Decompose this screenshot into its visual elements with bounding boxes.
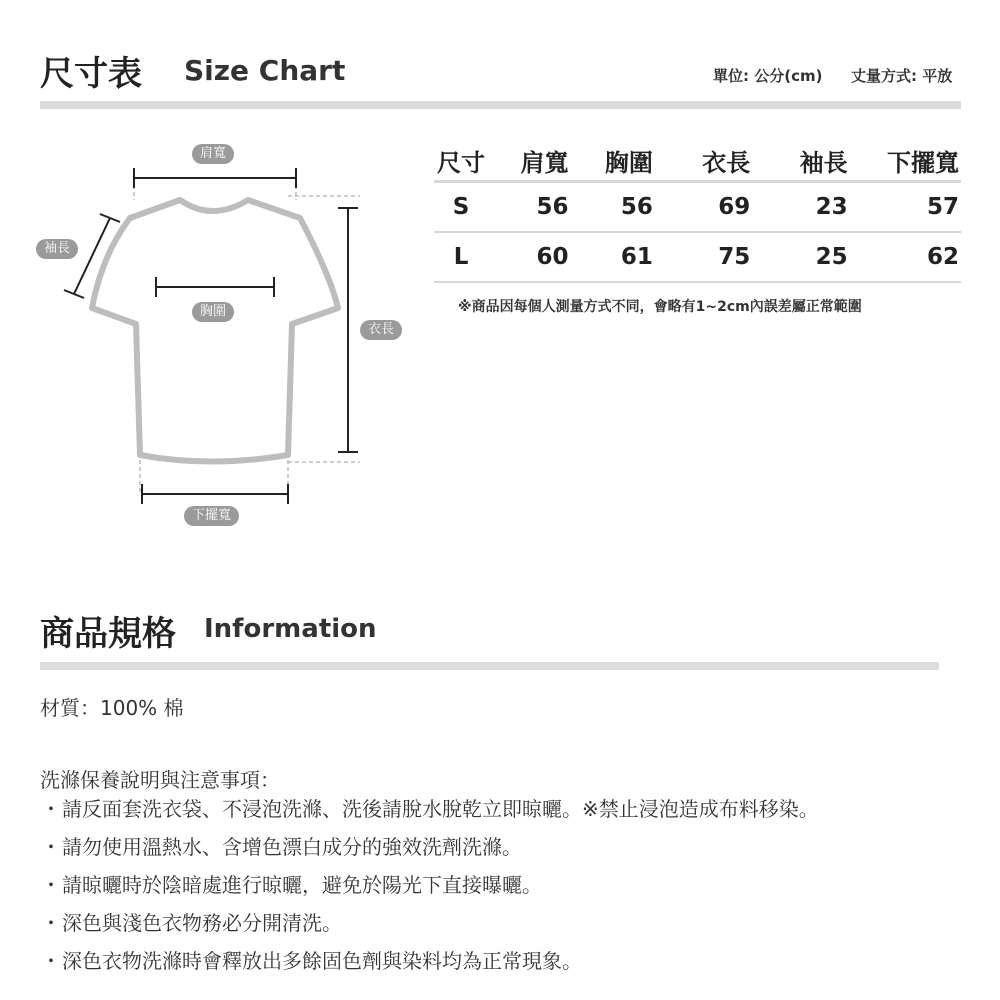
measurement-note: ※商品因每個人測量方式不同，會略有1~2cm內誤差屬正常範圍 <box>458 299 862 315</box>
size-table-header: 胸圍 <box>604 148 653 177</box>
size-cell: 69 <box>718 194 751 220</box>
size-table-header: 肩寬 <box>520 148 569 177</box>
tshirt-outline <box>30 130 430 550</box>
bullet: ・ <box>41 949 61 973</box>
care-list-item <box>40 904 970 942</box>
size-table-row <box>434 232 961 282</box>
size-cell: 62 <box>926 244 959 270</box>
care-item-text: 請反面套洗衣袋、不浸泡洗滌、洗後請脫水脫乾立即晾曬。※禁止浸泡造成布料移染。 <box>62 797 819 821</box>
care-item-text: 請勿使用溫熱水、含增色漂白成分的強效洗劑洗滌。 <box>62 835 522 859</box>
tshirt-diagram <box>30 130 430 550</box>
size-table-header: 袖長 <box>799 148 848 177</box>
diagram-label-length: 衣長 <box>360 320 402 340</box>
size-chart-title-en: Size Chart <box>184 54 346 87</box>
size-table-header: 下擺寬 <box>887 148 959 177</box>
size-cell: 57 <box>926 194 959 220</box>
bullet: ・ <box>41 797 61 821</box>
size-cell: 25 <box>815 244 848 270</box>
size-table-row <box>434 182 961 233</box>
size-chart-title-cn: 尺寸表 <box>40 54 142 94</box>
information-title-en: Information <box>204 614 377 644</box>
diagram-label-chest: 胸圍 <box>192 302 234 322</box>
care-list-item <box>40 790 970 828</box>
bullet: ・ <box>41 911 61 935</box>
size-cell: 23 <box>815 194 848 220</box>
care-item-text: 請晾曬時於陰暗處進行晾曬，避免於陽光下直接曝曬。 <box>62 873 542 897</box>
care-list-item <box>40 828 970 866</box>
information-title-cn: 商品規格 <box>40 614 176 654</box>
information-divider <box>40 662 939 670</box>
size-cell: 61 <box>620 244 653 270</box>
bullet: ・ <box>41 835 61 859</box>
care-list-item <box>40 866 970 904</box>
diagram-label-hem: 下擺寬 <box>184 506 239 526</box>
care-item-text: 深色衣物洗滌時會釋放出多餘固色劑與染料均為正常現象。 <box>62 949 582 973</box>
diagram-label-shoulder: 肩寬 <box>192 144 234 164</box>
care-item-text: 深色與淺色衣物務必分開清洗。 <box>62 911 342 935</box>
size-cell: L <box>453 244 469 270</box>
care-list <box>40 790 970 980</box>
size-table <box>434 140 961 283</box>
unit-label: 單位: 公分(cm) <box>713 67 823 85</box>
care-title: 洗滌保養說明與注意事項： <box>40 768 280 792</box>
diagram-label-sleeve: 袖長 <box>36 239 78 259</box>
measure-method-label: 丈量方式: 平放 <box>851 67 953 85</box>
size-cell: 56 <box>536 194 569 220</box>
bullet: ・ <box>41 873 61 897</box>
size-cell: 60 <box>536 244 569 270</box>
size-table-header-row <box>434 140 961 182</box>
material-text: 材質：100% 棉 <box>40 696 184 720</box>
size-table-header: 尺寸 <box>437 148 486 177</box>
care-list-item <box>40 942 970 980</box>
size-cell: S <box>452 194 470 220</box>
size-table-header: 衣長 <box>702 148 751 177</box>
size-cell: 56 <box>620 194 653 220</box>
size-chart-divider <box>40 101 961 109</box>
size-cell: 75 <box>718 244 751 270</box>
